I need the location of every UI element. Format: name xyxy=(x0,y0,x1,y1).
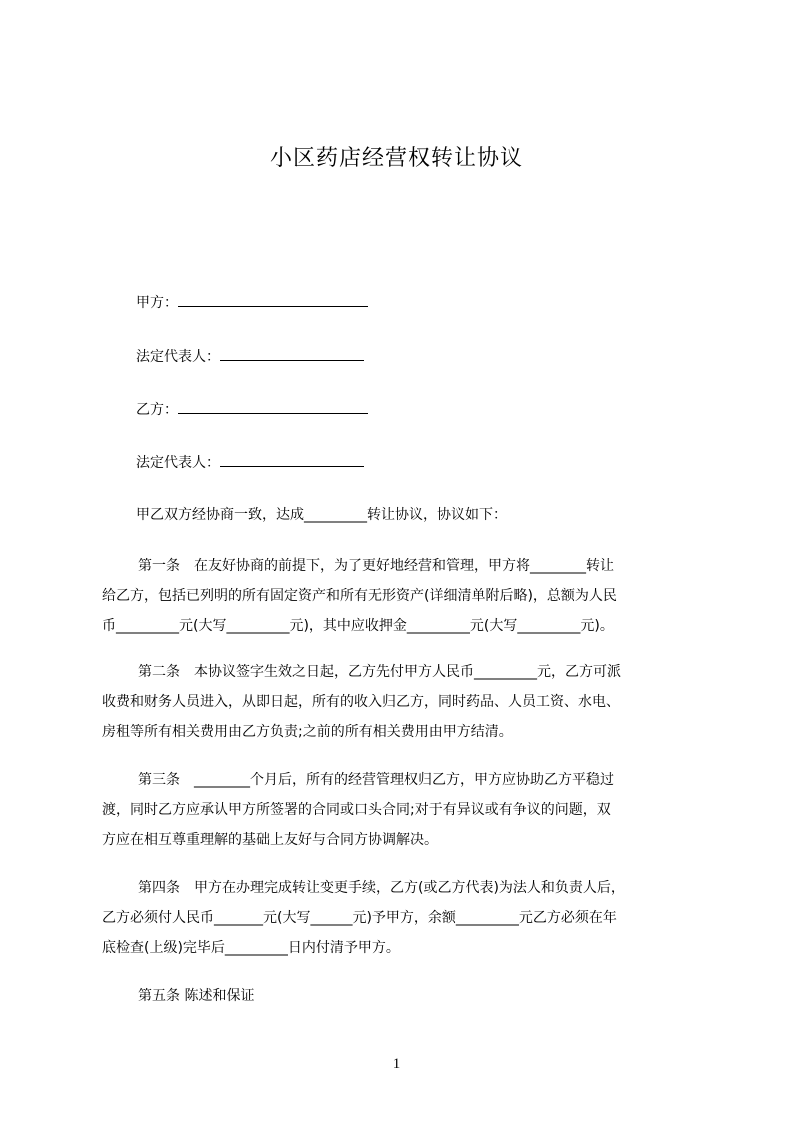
party-b-label: 乙方： xyxy=(136,402,178,418)
article-5-line-1: 第五条 陈述和保证 xyxy=(138,988,255,1004)
rep-b-field xyxy=(136,452,364,473)
article-3-line-3: 方应在相互尊重理解的基础上友好与合同方协调解决。 xyxy=(102,832,438,848)
article-4-line-1: 第四条 甲方在办理完成转让变更手续，乙方(或乙方代表)为法人和负责人后， xyxy=(138,880,625,896)
party-b-field xyxy=(136,399,368,420)
rep-b-blank xyxy=(220,452,364,467)
article-1-line-3: 币_________元(大写_________元)，其中应收押金_________元(大写_________元)。 xyxy=(102,618,614,634)
article-4-line-3: 底检查(上级)完毕后_________日内付清予甲方。 xyxy=(102,940,400,956)
article-3 xyxy=(102,765,702,855)
article-2 xyxy=(102,657,702,747)
rep-a-blank xyxy=(220,346,364,361)
intro-paragraph xyxy=(136,505,507,525)
article-4 xyxy=(102,873,702,963)
party-a-label: 甲方： xyxy=(136,295,178,311)
article-3-line-1: 第三条 ________个月后，所有的经营管理权归乙方，甲方应协助乙方平稳过 xyxy=(138,772,614,788)
article-2-line-1: 第二条 本协议签字生效之日起，乙方先付甲方人民币_________元，乙方可派 xyxy=(138,664,621,680)
article-5 xyxy=(102,981,702,1011)
party-a-blank xyxy=(178,292,368,307)
article-2-line-2: 收费和财务人员进入，从即日起，所有的收入归乙方，同时药品、人员工资、水电、 xyxy=(102,694,620,710)
party-a-field xyxy=(136,292,368,313)
party-b-blank xyxy=(178,399,368,414)
intro-blank: _________ xyxy=(304,507,367,523)
article-1-line-2: 给乙方，包括已列明的所有固定资产和所有无形资产(详细清单附后略)，总额为人民 xyxy=(102,588,617,604)
rep-b-label: 法定代表人： xyxy=(136,455,220,471)
intro-before: 甲乙双方经协商一致，达成 xyxy=(136,507,304,523)
rep-a-field xyxy=(136,346,364,367)
document-title: 小区药店经营权转让协议 xyxy=(269,146,523,171)
rep-a-label: 法定代表人： xyxy=(136,349,220,365)
intro-after: 转让协议，协议如下： xyxy=(367,507,507,523)
page-number: 1 xyxy=(392,1056,401,1072)
article-2-line-3: 房租等所有相关费用由乙方负责;之前的所有相关费用由甲方结清。 xyxy=(102,724,513,740)
article-4-line-2: 乙方必须付人民币_______元(大写______元)予甲方，余额_________元乙方必须在年 xyxy=(102,910,617,926)
article-3-line-2: 渡，同时乙方应承认甲方所签署的合同或口头合同;对于有异议或有争议的问题，双 xyxy=(102,802,611,818)
article-1-line-1: 第一条 在友好协商的前提下，为了更好地经营和管理，甲方将________转让 xyxy=(138,558,614,574)
article-1 xyxy=(102,551,702,641)
